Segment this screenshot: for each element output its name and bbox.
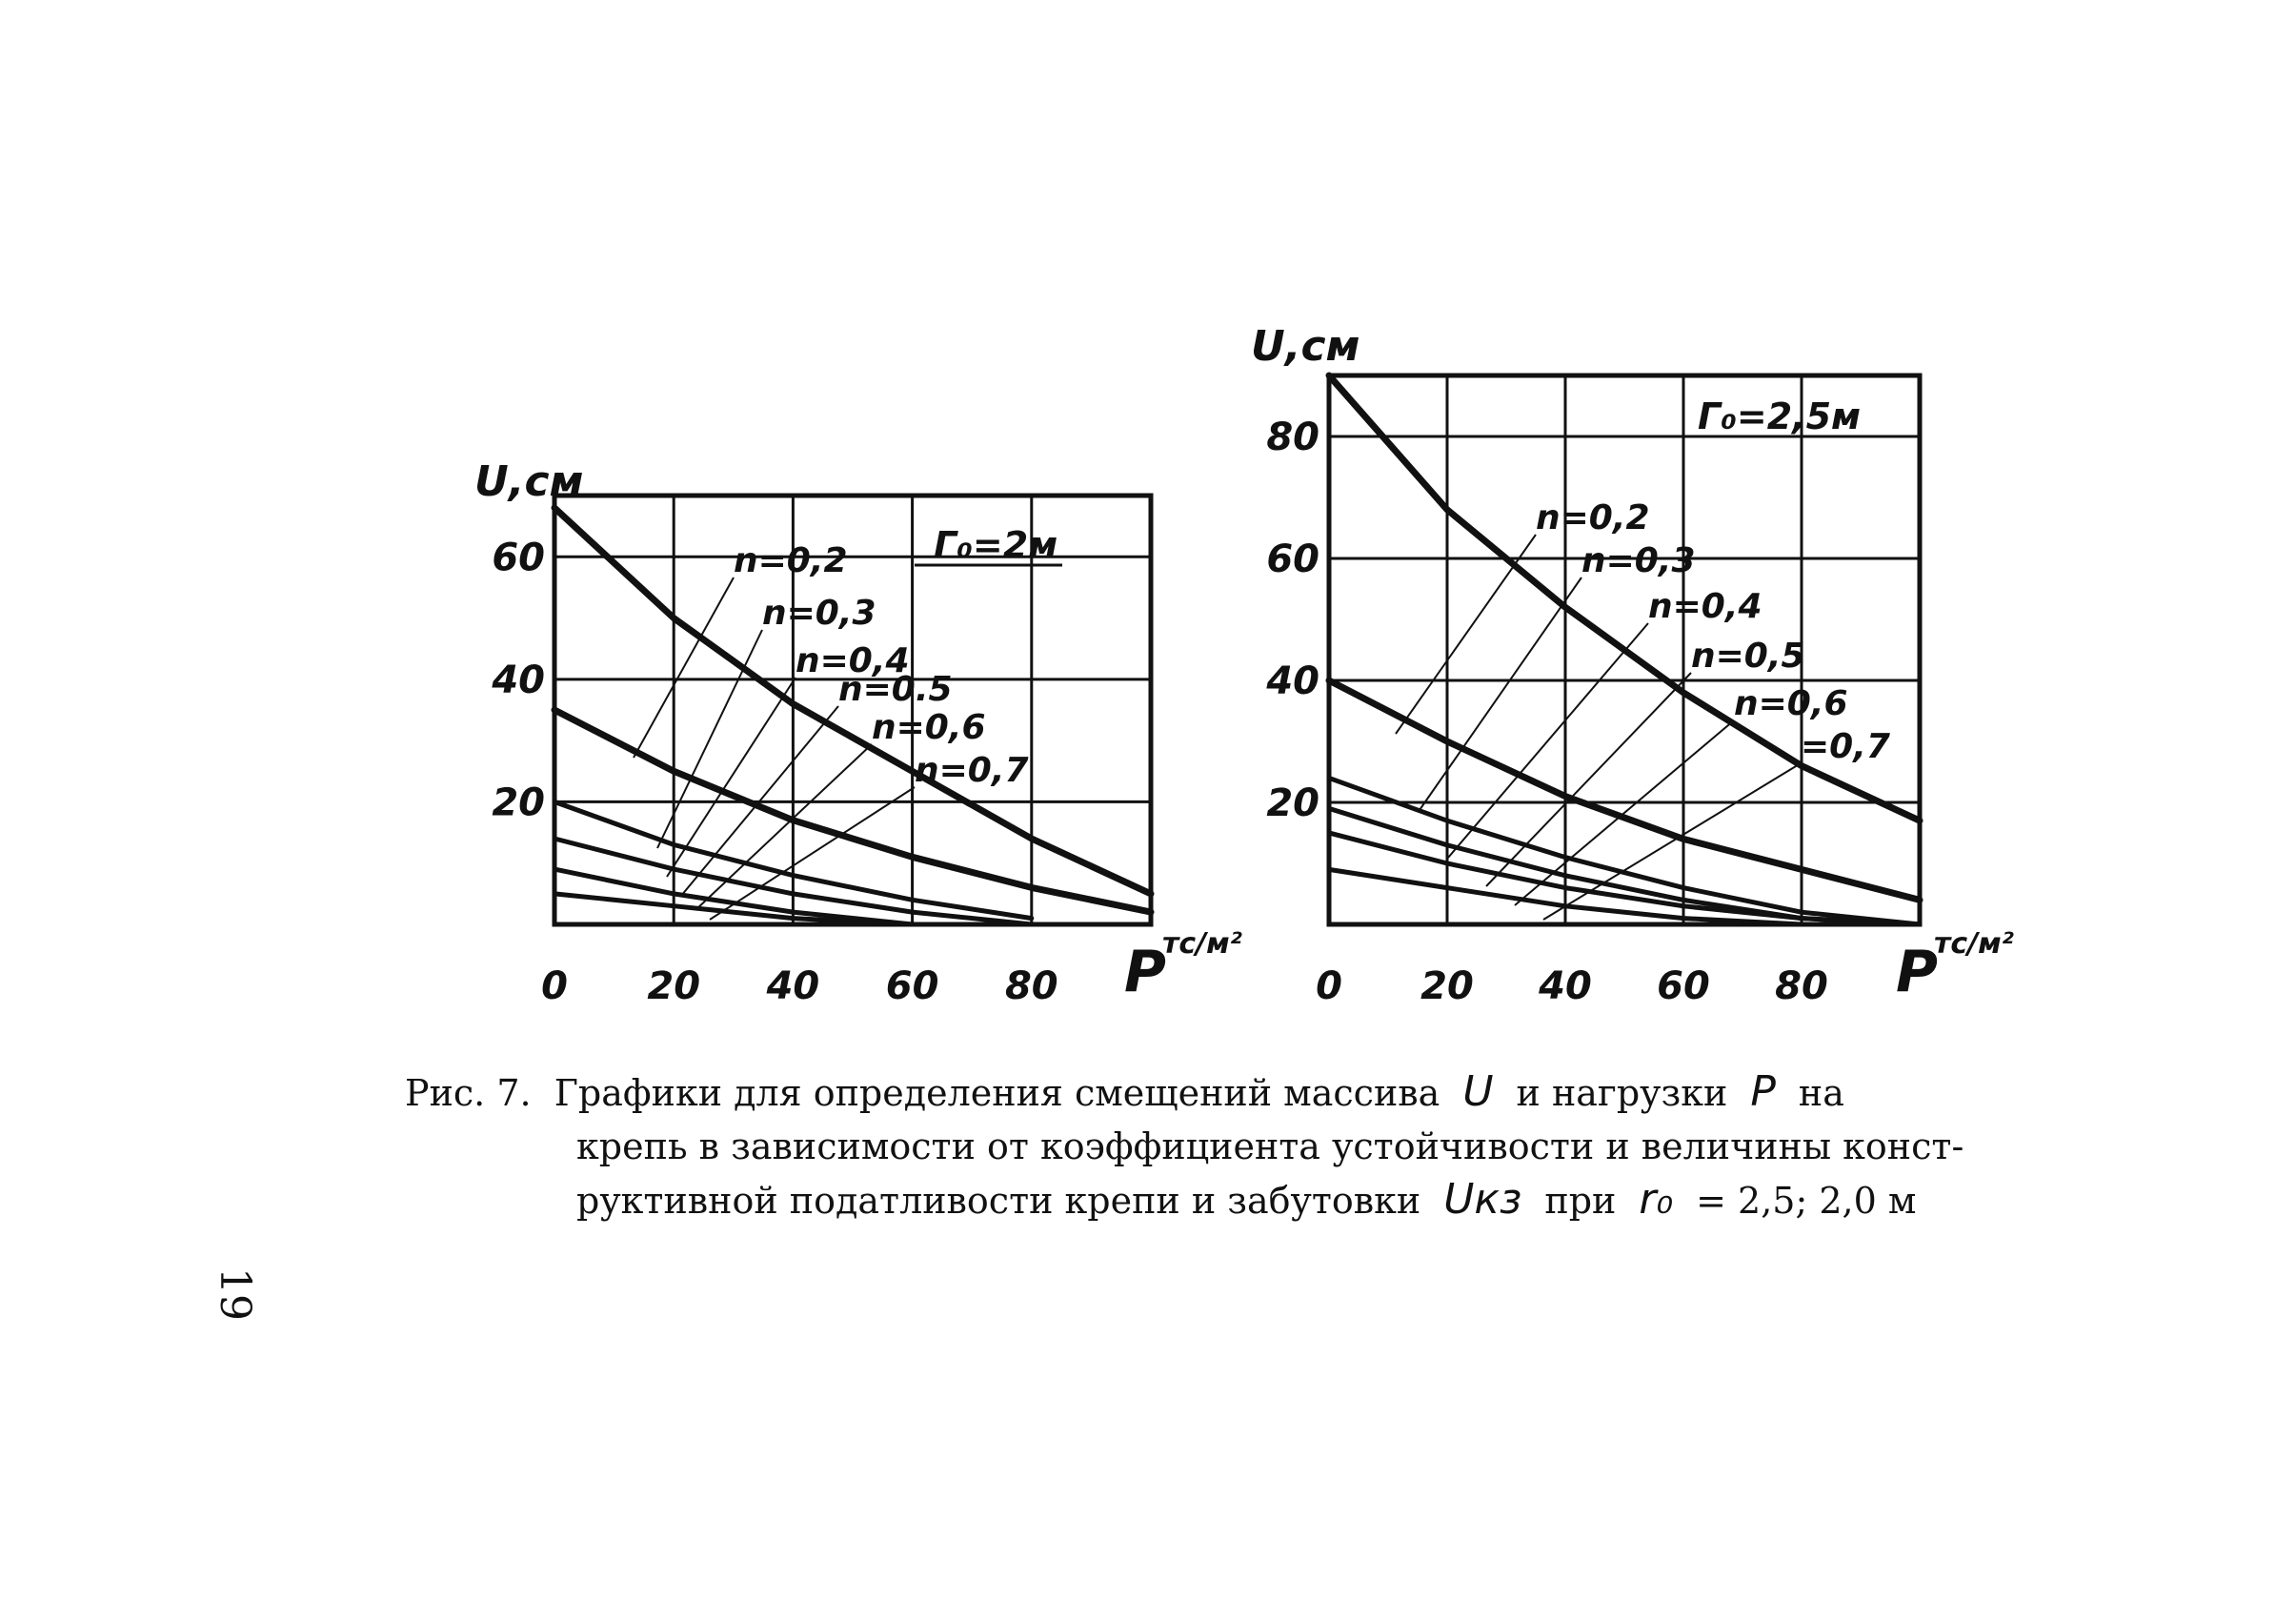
caption-symbol-r0: r₀ <box>1639 1175 1674 1224</box>
caption-text-1: Графики для определения смещений массива <box>554 1072 1440 1114</box>
y-tick-label: 20 <box>492 780 545 825</box>
caption-symbol-u: U <box>1462 1067 1494 1116</box>
series-label: n=0,2 <box>1536 498 1650 537</box>
series-label: n=0.5 <box>838 670 953 709</box>
x-tick-label: 0 <box>541 964 568 1008</box>
caption-text-4: при <box>1544 1180 1617 1222</box>
series-line <box>1329 808 1920 924</box>
y-axis-label: U,см <box>1251 322 1360 371</box>
x-tick-label: 20 <box>647 964 701 1008</box>
caption-text-3: на <box>1798 1072 1844 1114</box>
series-label: n=0,7 <box>915 751 1029 790</box>
caption-line-3-text: руктивной податливости крепи и забутовки <box>576 1180 1421 1222</box>
series-line <box>554 894 913 924</box>
series-label: =0,7 <box>1801 727 1890 766</box>
caption-symbol-ukz: Uкз <box>1443 1175 1522 1224</box>
y-tick-label: 80 <box>1266 415 1319 459</box>
x-tick-label: 20 <box>1420 964 1474 1008</box>
series-label: n=0,2 <box>734 541 848 580</box>
x-tick-label: 60 <box>1657 964 1710 1008</box>
series-label: n=0,6 <box>1734 684 1848 723</box>
y-tick-label: 40 <box>1266 659 1319 703</box>
series-line <box>1329 778 1920 924</box>
x-tick-label: 40 <box>1539 964 1592 1008</box>
series-label: n=0,3 <box>762 594 876 633</box>
y-tick-label: 60 <box>492 536 545 580</box>
series-label: n=0,5 <box>1691 637 1805 676</box>
y-tick-label: 60 <box>1266 537 1319 581</box>
caption-line-3 <box>405 1173 2024 1227</box>
caption-line-1 <box>405 1065 2024 1120</box>
leader-line <box>1420 577 1581 810</box>
caption-text-2: и нагрузки <box>1516 1072 1728 1114</box>
page-number: 19 <box>211 1267 259 1321</box>
y-axis-label: U,см <box>474 457 584 506</box>
x-tick-label: 60 <box>885 964 939 1008</box>
leader-line <box>1486 673 1691 886</box>
x-axis-unit: тс/м² <box>1934 927 2014 961</box>
series-label: n=0,4 <box>1648 587 1762 626</box>
parameter-annotation: Г₀=2,5м <box>1698 395 1862 437</box>
caption-text-5: = 2,5; 2,0 м <box>1696 1180 1917 1222</box>
x-tick-label: 80 <box>1775 964 1828 1008</box>
chart-right <box>1251 322 2014 1008</box>
x-axis-label: P <box>1896 939 1938 1005</box>
leader-line <box>710 787 915 920</box>
caption-label: Рис. 7. <box>405 1072 532 1114</box>
x-tick-label: 80 <box>1004 964 1058 1008</box>
y-tick-label: 20 <box>1266 781 1319 825</box>
series-line <box>554 869 913 924</box>
x-axis-label: P <box>1124 939 1166 1005</box>
caption-line-2: крепь в зависимости от коэффициента устойчивости и величины конст- <box>576 1125 1964 1167</box>
y-tick-label: 40 <box>492 658 545 702</box>
leader-line <box>634 577 734 758</box>
caption-symbol-p: P <box>1750 1067 1776 1116</box>
x-axis-unit: тс/м² <box>1162 927 1242 961</box>
series-label: n=0,3 <box>1581 541 1696 580</box>
figure-caption <box>405 1065 2024 1227</box>
x-tick-label: 0 <box>1316 964 1342 1008</box>
parameter-annotation: Г₀=2м <box>934 524 1058 566</box>
chart-left <box>474 457 1242 1008</box>
series-label: n=0,4 <box>796 641 910 680</box>
leader-line <box>1515 720 1734 905</box>
x-tick-label: 40 <box>766 964 820 1008</box>
series-label: n=0,6 <box>872 708 986 747</box>
